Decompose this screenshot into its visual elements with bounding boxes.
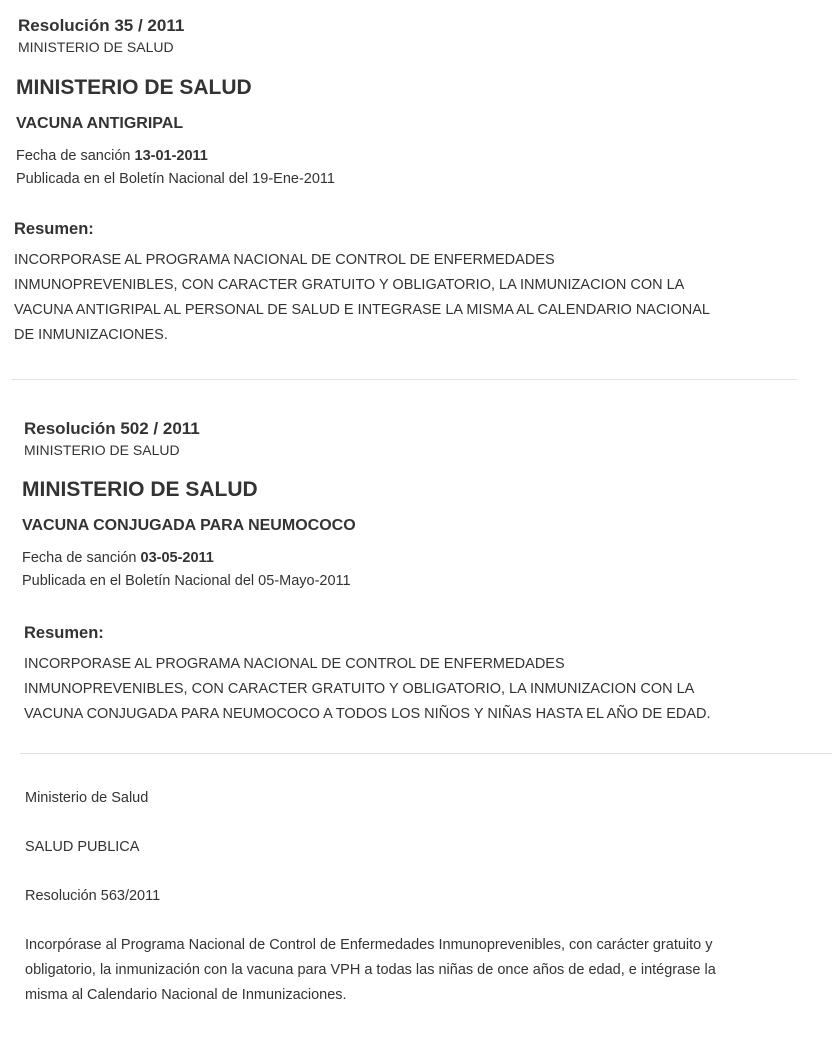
ministry-heading: MINISTERIO DE SALUD [22, 478, 258, 501]
resumen-line: INCORPORASE AL PROGRAMA NACIONAL DE CONTROL DE ENFERMEDADES [24, 656, 565, 672]
resumen-text [24, 652, 794, 727]
body-area: SALUD PUBLICA [25, 839, 140, 855]
body-summary-line: misma al Calendario Nacional de Inmunizaciones. [25, 987, 347, 1003]
resumen-line: INMUNOPREVENIBLES, CON CARACTER GRATUITO Y OBLIGATORIO, LA INMUNIZACION CON LA [24, 681, 695, 697]
sancion-line [22, 547, 214, 569]
ministry-heading: MINISTERIO DE SALUD [16, 76, 252, 99]
resumen-text [14, 248, 784, 348]
resumen-line: INMUNOPREVENIBLES, CON CARACTER GRATUITO Y OBLIGATORIO, LA INMUNIZACION CON LA [14, 277, 685, 293]
published-line: Publicada en el Boletín Nacional del 19-Ene-2011 [16, 171, 335, 187]
sancion-date: 03-05-2011 [140, 550, 214, 566]
resolution-number: Resolución 35 / 2011 [18, 16, 185, 35]
body-resolution: Resolución 563/2011 [25, 888, 161, 904]
resumen-line: INCORPORASE AL PROGRAMA NACIONAL DE CONTROL DE ENFERMEDADES [14, 252, 555, 268]
sancion-label: Fecha de sanción [16, 148, 131, 164]
resolution-organism: MINISTERIO DE SALUD [24, 442, 180, 458]
divider [12, 379, 797, 380]
divider [20, 753, 832, 754]
body-summary-line: Incorpórase al Programa Nacional de Control de Enfermedades Inmunoprevenibles, con carácter gratuito y [25, 937, 713, 953]
sancion-line [16, 145, 208, 167]
resumen-title: Resumen: [24, 624, 104, 642]
body-summary-line: obligatorio, la inmunización con la vacuna para VPH a todas las niñas de once años de edad, e intégrase la [25, 962, 716, 978]
subject-heading: VACUNA CONJUGADA PARA NEUMOCOCO [22, 517, 356, 534]
resolution-number: Resolución 502 / 2011 [24, 419, 200, 438]
resumen-title: Resumen: [14, 220, 94, 238]
published-line: Publicada en el Boletín Nacional del 05-Mayo-2011 [22, 573, 351, 589]
resumen-line: VACUNA CONJUGADA PARA NEUMOCOCO A TODOS LOS NIÑOS Y NIÑAS HASTA EL AÑO DE EDAD. [24, 706, 711, 722]
sancion-date: 13-01-2011 [134, 148, 208, 164]
body-ministry: Ministerio de Salud [25, 790, 149, 806]
resumen-line: DE INMUNIZACIONES. [14, 327, 168, 343]
body-summary [25, 933, 815, 1008]
resumen-line: VACUNA ANTIGRIPAL AL PERSONAL DE SALUD E INTEGRASE LA MISMA AL CALENDARIO NACIONAL [14, 302, 710, 318]
sancion-label: Fecha de sanción [22, 550, 137, 566]
resolution-organism: MINISTERIO DE SALUD [18, 39, 174, 55]
subject-heading: VACUNA ANTIGRIPAL [16, 115, 184, 132]
